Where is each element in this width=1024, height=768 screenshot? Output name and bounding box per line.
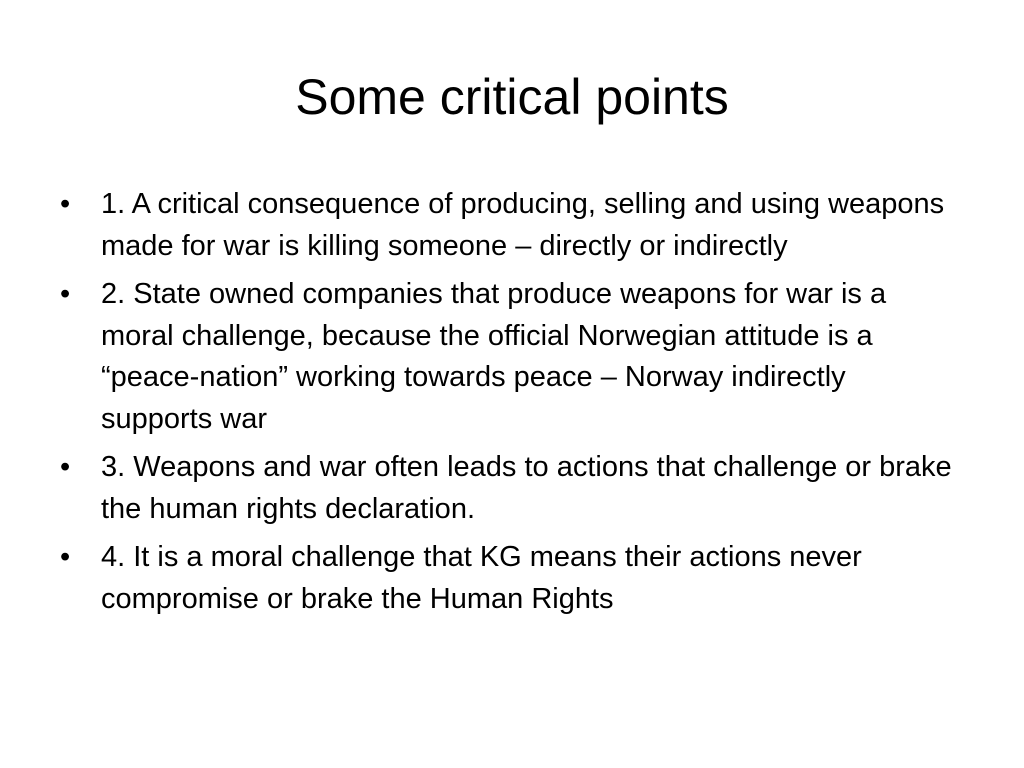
bullet-text: 3. Weapons and war often leads to actions that challenge or brake the human rights declaration. [101, 451, 952, 525]
bullet-text: 2. State owned companies that produce weapons for war is a moral challenge, because the official Norwegian attitude is a “peace-nation” working towards peace – Norway indirectly supports war [101, 278, 887, 435]
slide-title: Some critical points [295, 69, 729, 125]
bullet-point-4 [60, 537, 960, 620]
bullet-icon: • [60, 451, 71, 483]
bullet-list [60, 184, 960, 627]
bullet-point-2 [60, 274, 960, 440]
bullet-text: 1. A critical consequence of producing, selling and using weapons made for war is killing someone – directly or indirectly [101, 188, 945, 262]
bullet-point-3 [60, 447, 960, 530]
bullet-icon: • [60, 278, 71, 310]
bullet-icon: • [60, 188, 71, 220]
bullet-point-1 [60, 184, 960, 267]
bullet-text: 4. It is a moral challenge that KG means their actions never compromise or brake the Human Rights [101, 541, 862, 615]
bullet-icon: • [60, 541, 71, 573]
